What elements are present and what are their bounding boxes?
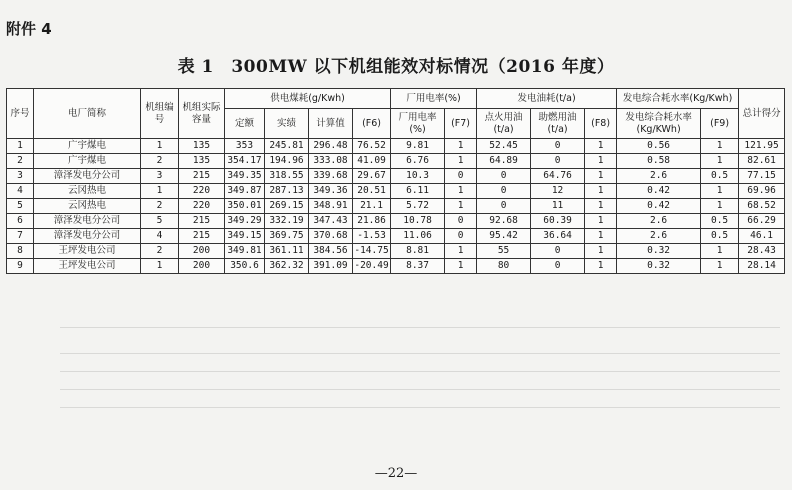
cell-total: 82.61: [739, 154, 785, 169]
cell-total: 66.29: [739, 214, 785, 229]
header-f9: (F9): [701, 109, 739, 139]
cell-seq: 6: [7, 214, 34, 229]
cell-aux-rate: 6.76: [391, 154, 445, 169]
cell-plant: 广宇煤电: [34, 154, 141, 169]
cell-water-rate: 0.42: [617, 199, 701, 214]
cell-coal-quota: 349.15: [225, 229, 265, 244]
header-oil-group: 发电油耗(t/a): [477, 89, 617, 109]
cell-unit-no: 1: [141, 184, 179, 199]
cell-total: 46.1: [739, 229, 785, 244]
cell-total: 28.43: [739, 244, 785, 259]
header-f6: (F6): [353, 109, 391, 139]
cell-f7: 1: [445, 184, 477, 199]
cell-coal-quota: 349.35: [225, 169, 265, 184]
cell-coal-actual: 287.13: [265, 184, 309, 199]
table-row: [7, 214, 785, 229]
cell-total: 121.95: [739, 139, 785, 154]
cell-oil-support: 12: [531, 184, 585, 199]
cell-capacity: 135: [179, 139, 225, 154]
cell-capacity: 215: [179, 229, 225, 244]
cell-f8: 1: [585, 154, 617, 169]
cell-oil-support: 0: [531, 139, 585, 154]
cell-coal-quota: 349.81: [225, 244, 265, 259]
cell-f6: 29.67: [353, 169, 391, 184]
cell-oil-ignition: 95.42: [477, 229, 531, 244]
cell-capacity: 215: [179, 214, 225, 229]
cell-coal-actual: 361.11: [265, 244, 309, 259]
header-oil-support: 助燃用油(t/a): [531, 109, 585, 139]
cell-oil-support: 11: [531, 199, 585, 214]
cell-f8: 1: [585, 259, 617, 274]
cell-coal-actual: 318.55: [265, 169, 309, 184]
table-row: [7, 259, 785, 274]
cell-oil-ignition: 52.45: [477, 139, 531, 154]
efficiency-table: [6, 88, 785, 274]
cell-coal-calc: 333.08: [309, 154, 353, 169]
cell-oil-support: 0: [531, 154, 585, 169]
page-number: —22—: [374, 466, 418, 481]
cell-oil-support: 0: [531, 244, 585, 259]
header-water-group: 发电综合耗水率(Kg/Kwh): [617, 89, 739, 109]
cell-f7: 1: [445, 259, 477, 274]
table-row: [7, 229, 785, 244]
cell-water-rate: 2.6: [617, 229, 701, 244]
cell-plant: 广宇煤电: [34, 139, 141, 154]
header-coal-actual: 实绩: [265, 109, 309, 139]
cell-seq: 4: [7, 184, 34, 199]
cell-total: 77.15: [739, 169, 785, 184]
cell-plant: 云冈热电: [34, 184, 141, 199]
table-title: 表 1 300MW 以下机组能效对标情况（2016 年度）: [177, 57, 615, 77]
cell-f7: 0: [445, 214, 477, 229]
cell-f9: 1: [701, 199, 739, 214]
cell-water-rate: 2.6: [617, 214, 701, 229]
header-coal-group: 供电煤耗(g/Kwh): [225, 89, 391, 109]
table-row: [7, 154, 785, 169]
cell-oil-support: 36.64: [531, 229, 585, 244]
cell-f8: 1: [585, 169, 617, 184]
table-row: [7, 139, 785, 154]
header-aux-group: 厂用电率(%): [391, 89, 477, 109]
cell-oil-ignition: 0: [477, 184, 531, 199]
cell-aux-rate: 8.81: [391, 244, 445, 259]
cell-f6: 21.86: [353, 214, 391, 229]
cell-oil-support: 0: [531, 259, 585, 274]
cell-coal-quota: 354.17: [225, 154, 265, 169]
cell-oil-ignition: 0: [477, 169, 531, 184]
cell-oil-ignition: 80: [477, 259, 531, 274]
header-aux-rate: 厂用电率(%): [391, 109, 445, 139]
cell-f7: 1: [445, 139, 477, 154]
cell-f6: 21.1: [353, 199, 391, 214]
cell-coal-quota: 349.29: [225, 214, 265, 229]
cell-seq: 9: [7, 259, 34, 274]
cell-plant: 漳泽发电分公司: [34, 214, 141, 229]
cell-oil-ignition: 92.68: [477, 214, 531, 229]
cell-f9: 1: [701, 259, 739, 274]
cell-f9: 1: [701, 154, 739, 169]
cell-capacity: 200: [179, 244, 225, 259]
cell-f9: 0.5: [701, 229, 739, 244]
header-oil-ignition: 点火用油(t/a): [477, 109, 531, 139]
cell-f9: 1: [701, 244, 739, 259]
cell-water-rate: 0.42: [617, 184, 701, 199]
cell-water-rate: 2.6: [617, 169, 701, 184]
cell-aux-rate: 10.78: [391, 214, 445, 229]
cell-coal-calc: 391.09: [309, 259, 353, 274]
cell-coal-quota: 350.6: [225, 259, 265, 274]
cell-aux-rate: 11.06: [391, 229, 445, 244]
cell-coal-calc: 384.56: [309, 244, 353, 259]
cell-unit-no: 1: [141, 259, 179, 274]
cell-unit-no: 4: [141, 229, 179, 244]
cell-oil-support: 60.39: [531, 214, 585, 229]
cell-f9: 1: [701, 184, 739, 199]
cell-coal-calc: 370.68: [309, 229, 353, 244]
cell-oil-ignition: 64.89: [477, 154, 531, 169]
header-unit-no: 机组编号: [141, 89, 179, 139]
header-f8: (F8): [585, 109, 617, 139]
cell-unit-no: 3: [141, 169, 179, 184]
cell-f8: 1: [585, 184, 617, 199]
cell-f6: -14.75: [353, 244, 391, 259]
table-row: [7, 244, 785, 259]
table-row: [7, 169, 785, 184]
cell-total: 68.52: [739, 199, 785, 214]
cell-f6: 41.09: [353, 154, 391, 169]
cell-seq: 3: [7, 169, 34, 184]
cell-capacity: 135: [179, 154, 225, 169]
cell-f6: -20.49: [353, 259, 391, 274]
header-water-rate: 发电综合耗水率(Kg/KWh): [617, 109, 701, 139]
cell-seq: 2: [7, 154, 34, 169]
cell-f6: 20.51: [353, 184, 391, 199]
cell-unit-no: 2: [141, 244, 179, 259]
cell-plant: 漳泽发电分公司: [34, 229, 141, 244]
attachment-label: 附件 4: [6, 20, 52, 38]
cell-aux-rate: 8.37: [391, 259, 445, 274]
cell-aux-rate: 10.3: [391, 169, 445, 184]
cell-aux-rate: 5.72: [391, 199, 445, 214]
cell-f8: 1: [585, 139, 617, 154]
cell-capacity: 200: [179, 259, 225, 274]
cell-coal-calc: 347.43: [309, 214, 353, 229]
header-total: 总计得分: [739, 89, 785, 139]
cell-coal-actual: 332.19: [265, 214, 309, 229]
cell-f6: -1.53: [353, 229, 391, 244]
cell-f9: 0.5: [701, 214, 739, 229]
cell-coal-calc: 339.68: [309, 169, 353, 184]
header-capacity: 机组实际容量: [179, 89, 225, 139]
cell-aux-rate: 6.11: [391, 184, 445, 199]
cell-water-rate: 0.58: [617, 154, 701, 169]
cell-f9: 0.5: [701, 169, 739, 184]
cell-water-rate: 0.56: [617, 139, 701, 154]
cell-plant: 漳泽发电分公司: [34, 169, 141, 184]
header-coal-quota: 定额: [225, 109, 265, 139]
table-row: [7, 184, 785, 199]
header-seq: 序号: [7, 89, 34, 139]
cell-water-rate: 0.32: [617, 259, 701, 274]
cell-coal-quota: 353: [225, 139, 265, 154]
cell-f8: 1: [585, 214, 617, 229]
header-f7: (F7): [445, 109, 477, 139]
cell-coal-actual: 362.32: [265, 259, 309, 274]
cell-f9: 1: [701, 139, 739, 154]
cell-capacity: 220: [179, 199, 225, 214]
header-coal-calc: 计算值: [309, 109, 353, 139]
cell-f8: 1: [585, 229, 617, 244]
cell-oil-support: 64.76: [531, 169, 585, 184]
bleed-through-shadow: [60, 298, 780, 418]
cell-coal-actual: 245.81: [265, 139, 309, 154]
cell-f7: 1: [445, 199, 477, 214]
cell-unit-no: 1: [141, 139, 179, 154]
cell-coal-actual: 269.15: [265, 199, 309, 214]
cell-f7: 0: [445, 229, 477, 244]
cell-f7: 1: [445, 154, 477, 169]
cell-coal-quota: 349.87: [225, 184, 265, 199]
cell-coal-calc: 349.36: [309, 184, 353, 199]
cell-total: 28.14: [739, 259, 785, 274]
cell-f8: 1: [585, 199, 617, 214]
cell-f8: 1: [585, 244, 617, 259]
cell-unit-no: 2: [141, 154, 179, 169]
cell-coal-calc: 296.48: [309, 139, 353, 154]
cell-capacity: 220: [179, 184, 225, 199]
cell-plant: 云冈热电: [34, 199, 141, 214]
cell-plant: 王坪发电公司: [34, 244, 141, 259]
cell-unit-no: 5: [141, 214, 179, 229]
cell-seq: 5: [7, 199, 34, 214]
cell-total: 69.96: [739, 184, 785, 199]
header-plant: 电厂简称: [34, 89, 141, 139]
cell-plant: 王坪发电公司: [34, 259, 141, 274]
cell-aux-rate: 9.81: [391, 139, 445, 154]
cell-unit-no: 2: [141, 199, 179, 214]
cell-oil-ignition: 55: [477, 244, 531, 259]
cell-f7: 0: [445, 169, 477, 184]
cell-capacity: 215: [179, 169, 225, 184]
cell-f7: 1: [445, 244, 477, 259]
cell-coal-calc: 348.91: [309, 199, 353, 214]
cell-seq: 1: [7, 139, 34, 154]
cell-seq: 8: [7, 244, 34, 259]
cell-coal-actual: 194.96: [265, 154, 309, 169]
cell-coal-actual: 369.75: [265, 229, 309, 244]
cell-f6: 76.52: [353, 139, 391, 154]
cell-coal-quota: 350.01: [225, 199, 265, 214]
cell-oil-ignition: 0: [477, 199, 531, 214]
table-row: [7, 199, 785, 214]
cell-water-rate: 0.32: [617, 244, 701, 259]
cell-seq: 7: [7, 229, 34, 244]
